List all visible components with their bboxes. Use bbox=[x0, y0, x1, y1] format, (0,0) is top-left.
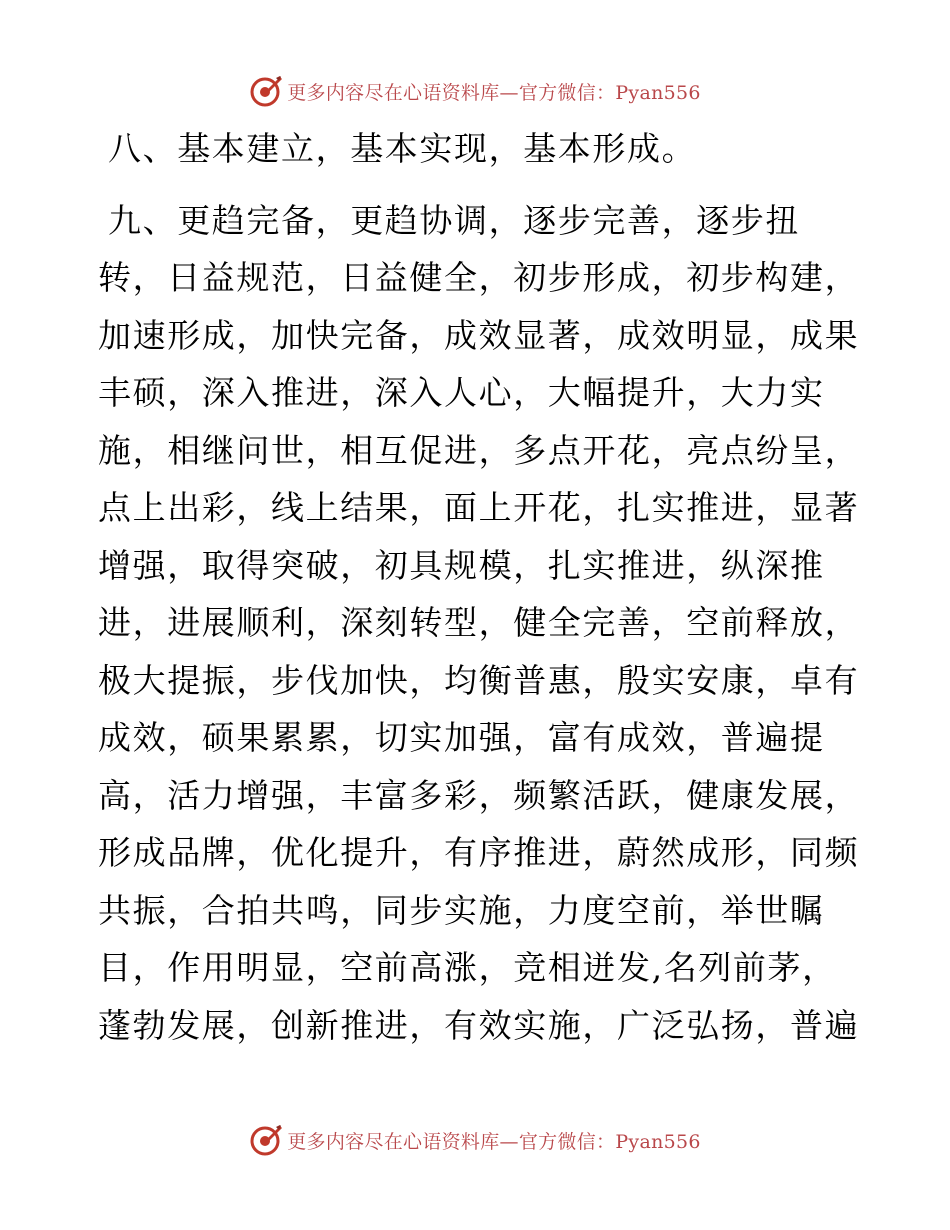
text-line: 形成品牌，优化提升，有序推进，蔚然成形，同频 bbox=[98, 833, 860, 872]
document-body bbox=[98, 120, 858, 1054]
text-line: 丰硕，深入推进，深入人心，大幅提升，大力实 bbox=[98, 373, 825, 412]
text-line: 高，活力增强，丰富多彩，频繁活跃，健康发展， bbox=[98, 775, 860, 815]
text-line: 共振，合拍共鸣，同步实施，力度空前，举世瞩 bbox=[98, 890, 825, 930]
text-line: 施，相继问世，相互促进，多点开花，亮点纷呈， bbox=[98, 430, 860, 470]
text-line: 极大提振，步伐加快，均衡普惠，殷实安康，卓有 bbox=[98, 660, 860, 700]
footer-banner-text: 更多内容尽在心语资料库—官方微信：Pyan556 bbox=[287, 1130, 701, 1153]
text-line: 加速形成，加快完备，成效显著，成效明显，成果 bbox=[98, 315, 860, 355]
header-banner-text: 更多内容尽在心语资料库—官方微信：Pyan556 bbox=[287, 81, 701, 104]
text-line: 蓬勃发展，创新推进，有效实施，广泛弘扬，普遍 bbox=[98, 1005, 860, 1045]
text-line: 进，进展顺利，深刻转型，健全完善，空前释放， bbox=[98, 603, 860, 642]
header-banner bbox=[0, 73, 950, 109]
text-line: 增强，取得突破，初具规模，扎实推进，纵深推 bbox=[98, 545, 825, 585]
footer-banner bbox=[0, 1122, 950, 1158]
text-line: 点上出彩，线上结果，面上开花，扎实推进，显著 bbox=[98, 488, 860, 527]
paragraph-eight: 八、基本建立，基本实现，基本形成。 bbox=[108, 129, 697, 168]
pen-nib-circle-logo-icon bbox=[249, 1123, 283, 1157]
text-line: 目，作用明显，空前高涨，竞相迸发,名列前茅， bbox=[98, 948, 837, 987]
text-line: 九、更趋完备，更趋协调，逐步完善，逐步扭 bbox=[108, 200, 800, 240]
pen-nib-circle-logo-icon bbox=[249, 74, 283, 108]
text-line: 转，日益规范，日益健全，初步形成，初步构建， bbox=[98, 258, 860, 297]
text-line: 成效，硕果累累，切实加强，富有成效，普遍提 bbox=[98, 718, 825, 757]
paragraph-nine bbox=[98, 192, 858, 1055]
